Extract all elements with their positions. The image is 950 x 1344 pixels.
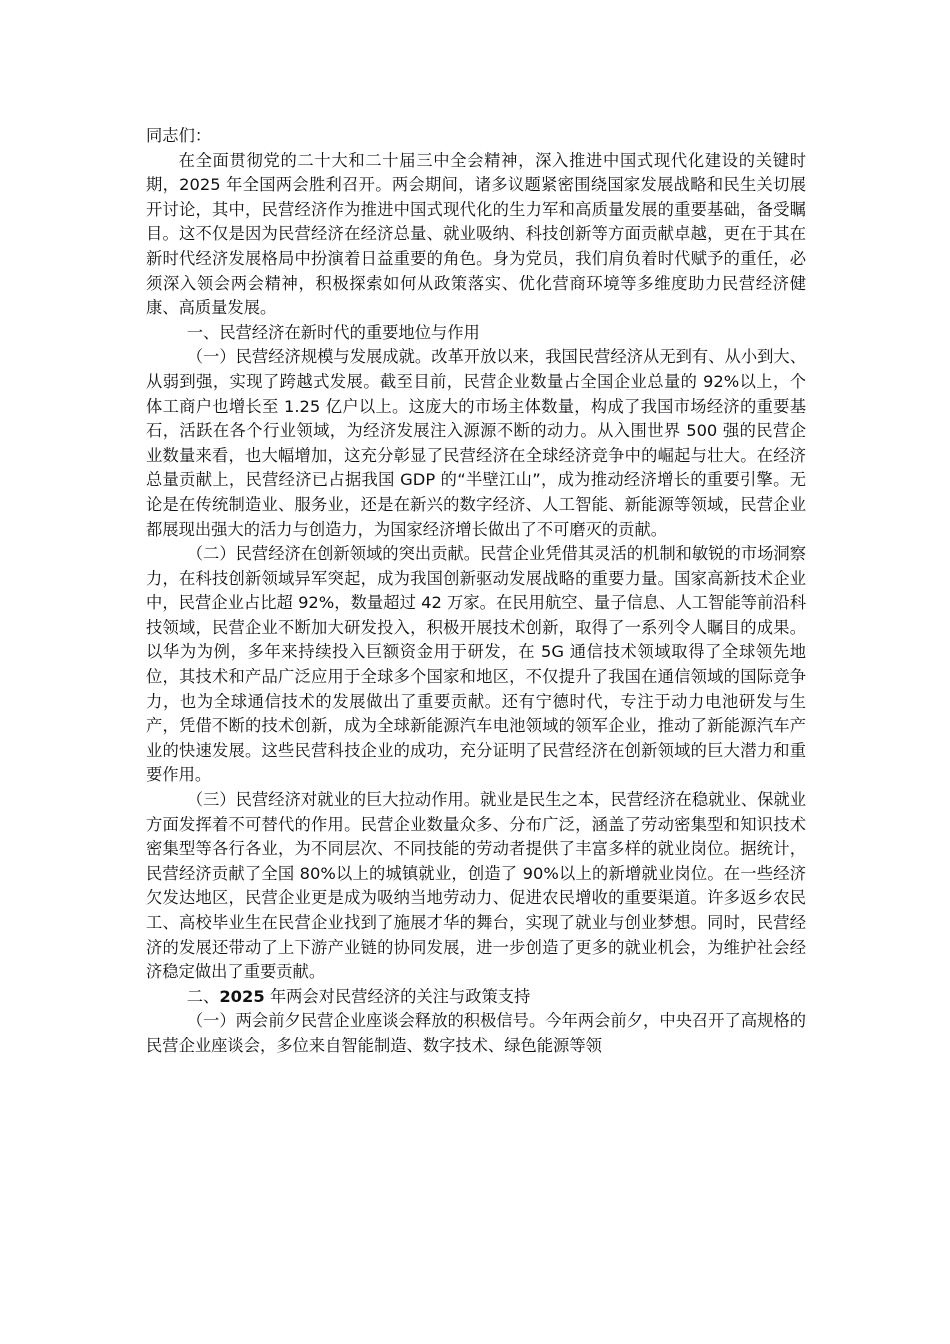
- section-1-paragraph-2: （二）民营经济在创新领域的突出贡献。民营企业凭借其灵活的机制和敏锐的市场洞察力，在科技创新领域异军突起，成为我国创新驱动发展战略的重要力量。国家高新技术企业中，民营企业占比超 92%，数量超过 42 万家。在民用航空、量子信息、人工智能等前沿科技领域，民营企业不断加大研发投入，积极开展技术创新，取得了一系列令人瞩目的成果。以华为为例，多年来持续投入巨额资金用于研发，在 5G 通信技术领域取得了全球领先地位，其技术和产品广泛应用于全球多个国家和地区，不仅提升了我国在通信领域的国际竞争力，也为全球通信技术的发展做出了重要贡献。还有宁德时代，专注于动力电池研发与生产，凭借不断的技术创新，成为全球新能源汽车电池领域的领军企业，推动了新能源汽车产业的快速发展。这些民营科技企业的成功，充分证明了民营经济在创新领域的巨大潜力和重要作用。: [146, 544, 806, 785]
- section-2-heading-year: 2025: [219, 986, 265, 1006]
- section-1-paragraph-3: （三）民营经济对就业的巨大拉动作用。就业是民生之本，民营经济在稳就业、保就业方面发挥着不可替代的作用。民营企业数量众多、分布广泛，涵盖了劳动密集型和知识技术密集型等各行各业，为不同层次、不同技能的劳动者提供了丰富多样的就业岗位。据统计，民营经济贡献了全国 80%以上的城镇就业，创造了 90%以上的新增就业岗位。在一些经济欠发达地区，民营企业更是成为吸纳当地劳动力、促进农民增收的重要渠道。许多返乡农民工、高校毕业生在民营企业找到了施展才华的舞台，实现了就业与创业梦想。同时，民营经济的发展还带动了上下游产业链的协同发展，进一步创造了更多的就业机会，为维护社会经济稳定做出了重要贡献。: [146, 790, 806, 982]
- section-2-heading-text: 年两会对民营经济的关注与政策支持: [264, 986, 531, 1006]
- salutation: 同志们：: [146, 126, 212, 145]
- section-2-paragraph-1: （一）两会前夕民营企业座谈会释放的积极信号。今年两会前夕，中央召开了高规格的民营企业座谈会，多位来自智能制造、数字技术、绿色能源等领: [146, 1011, 806, 1055]
- section-1-heading: 一、民营经济在新时代的重要地位与作用: [186, 322, 480, 342]
- intro-paragraph: 在全面贯彻党的二十大和二十届三中全会精神，深入推进中国式现代化建设的关键时期，2025 年全国两会胜利召开。两会期间，诸多议题紧密围绕国家发展战略和民生关切展开讨论，其中，民营经济作为推进中国式现代化的生力军和高质量发展的重要基础，备受瞩目。这不仅是因为民营经济在经济总量、就业吸纳、科技创新等方面贡献卓越，更在于其在新时代经济发展格局中扮演着日益重要的角色。身为党员，我们肩负着时代赋予的重任，必须深入领会两会精神，积极探索如何从政策落实、优化营商环境等多维度助力民营经济健康、高质量发展。: [146, 150, 806, 318]
- section-1-paragraph-1: （一）民营经济规模与发展成就。改革开放以来，我国民营经济从无到有、从小到大、从弱到强，实现了跨越式发展。截至目前，民营企业数量占全国企业总量的 92%以上，个体工商户也增长至 1.25 亿户以上。这庞大的市场主体数量，构成了我国市场经济的重要基石，活跃在各个行业领域，为经济发展注入源源不断的动力。从入围世界 500 强的民营企业数量来看，也大幅增加，这充分彰显了民营经济在全球经济竞争中的崛起与壮大。在经济总量贡献上，民营经济已占据我国 GDP 的“半壁江山”，成为推动经济增长的重要引擎。无论是在传统制造业、服务业，还是在新兴的数字经济、人工智能、新能源等领域，民营企业都展现出强大的活力与创造力，为国家经济增长做出了不可磨灭的贡献。: [146, 347, 806, 539]
- section-2-heading: [146, 985, 806, 1010]
- section-2-heading-prefix: 二、: [186, 986, 220, 1006]
- document-page: [146, 124, 806, 1059]
